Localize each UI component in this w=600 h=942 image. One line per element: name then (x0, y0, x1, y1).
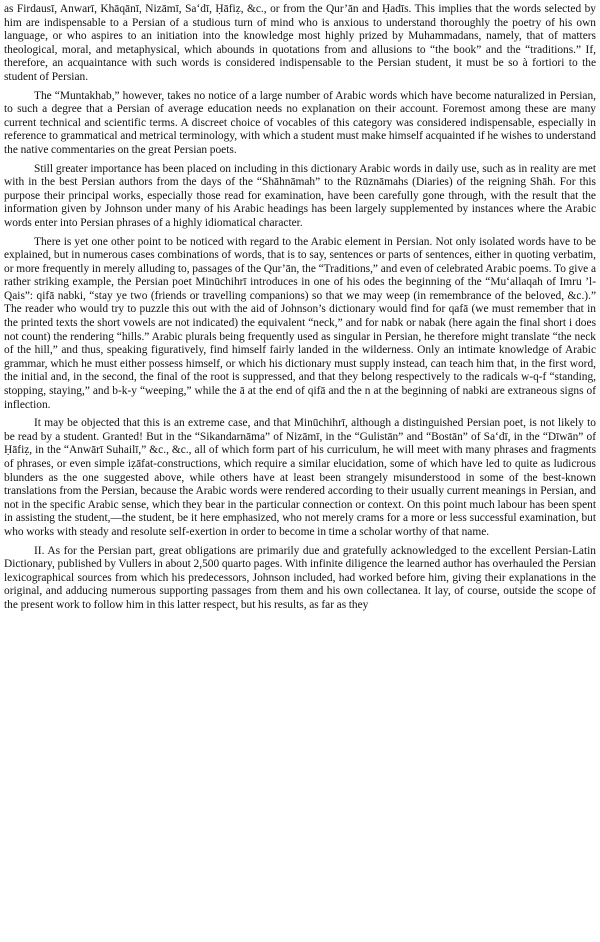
paragraph-1: as Firdausī, Anwarī, Khāqānī, Nizāmī, Sa‘dī, Ḥāfiẓ, &c., or from the Qur’ān and Ḥadīs. This implies that the words selected by him are indispensable to a Persian of a studious turn of mind who is anxious to understand thoroughly the poetry of his own language, or who aspires to an initiation into the knowledge most highly prized by Muhammadans, namely, that of matters theological, moral, and metaphysical, which abounds in quotations from and allusions to “the book” and the “traditions.” If, therefore, an acquaintance with such words is considered indispensable to the Persian student, it must be so à fortiori to the student of Persian. (4, 3, 596, 83)
paragraph-2: The “Muntakhab,” however, takes no notice of a large number of Arabic words which have become naturalized in Persian, to such a degree that a Persian of average education needs no explanation on their account. Foremost among these are many current technical and scientific terms. A discreet choice of vocables of this category was considered indispensable, especially in reference to grammatical and metrical terminology, with which a student must make himself acquainted if he wishes to understand the native commentaries on the great Persian poets. (4, 89, 596, 156)
paragraph-3: Still greater importance has been placed on including in this dictionary Arabic words in daily use, such as in reality are met with in the best Persian authors from the days of the “Shāhnāmah” to the Rūznāmahs (Diaries) of the reigning Shāh. For this purpose their principal works, especially those read for examination, have been carefully gone through, with the result that the information given by Johnson under many of his Arabic headings has been largely supplemented by instances where the Arabic words enter into Persian phrases of a highly idiomatical character. (4, 162, 596, 229)
paragraph-4: There is yet one other point to be noticed with regard to the Arabic element in Persian. Not only isolated words have to be explained, but in numerous cases combinations of words, that is to say, sentences or parts of sentences, either in quoting verbatim, or more frequently in merely alluding to, passages of the Qur’ān, the “Traditions,” and even of celebrated Arabic poems. To give a rather striking example, the Persian poet Minūchihrī introduces in one of his odes the beginning of the “Mu‘allaqah of Imru ’l-Qais”: qifā nabki, “stay ye two (friends or travelling companions) so that we may weep (in remembrance of the beloved, &c.).” The reader who would try to puzzle this out with the aid of Johnson’s dictionary would find for qafā (we must remember that in the printed texts the short vowels are not indicated) the equivalent “neck,” and for nabk or nabak (here again the final short i does not count) the rendering “hills.” Arabic plurals being frequently used as singular in Persian, he therefore might translate “the neck of the hill,” and thus, speaking figuratively, find himself fairly landed in the wilderness. Only an intimate knowledge of Arabic grammar, which he must either possess himself, or which his dictionary must supply instead, can teach him that, in the first word, the initial and, in the second, the final of the root is suppressed, and that they belong respectively to the radicals w-q-f “standing, stopping, staying,” and b-k-y “weeping,” while the ā at the end of qifā and the n at the beginning of nabki are extraneous signs of inflection. (4, 235, 596, 411)
paragraph-5: It may be objected that this is an extreme case, and that Minūchihrī, although a distinguished Persian poet, is not likely to be read by a student. Granted! But in the “Sikandarnāma” of Nizāmī, in the “Gulistān” and “Bostān” of Sa‘dī, in the “Dīwān” of Ḥāfiẓ, in the “Anwārī Suhailī,” &c., &c., all of which form part of his curriculum, he will meet with many phrases and fragments of phrases, or even simple iẓāfat-constructions, which require a similar elucidation, some of which have led to quite as ludicrous blunders as the one suggested above, while others have at least been strangely misunderstood in some of the best-known translations from the Persian, because the Arabic words were rendered according to their usually current meanings in Persian, and not in the specific Arabic sense, which they bear in the particular connection or context. On this point much labour has been spent in assisting the student,—the student, be it here emphasized, who not merely crams for a more or less successful examination, but who works with steady and resolute self-exertion in order to become in time a scholar worthy of that name. (4, 417, 596, 538)
paragraph-6: II. As for the Persian part, great obligations are primarily due and gratefully acknowledged to the excellent Persian-Latin Dictionary, published by Vullers in about 2,500 quarto pages. With infinite diligence the learned author has overhauled the Persian lexicographical sources from which his predecessors, Johnson included, had worked before him, giving their explanations in the original, and adducing numerous supporting passages from them and his own collectanea. It lay, of course, outside the scope of the present work to follow him in this latter respect, but his results, as far as they (4, 544, 596, 611)
